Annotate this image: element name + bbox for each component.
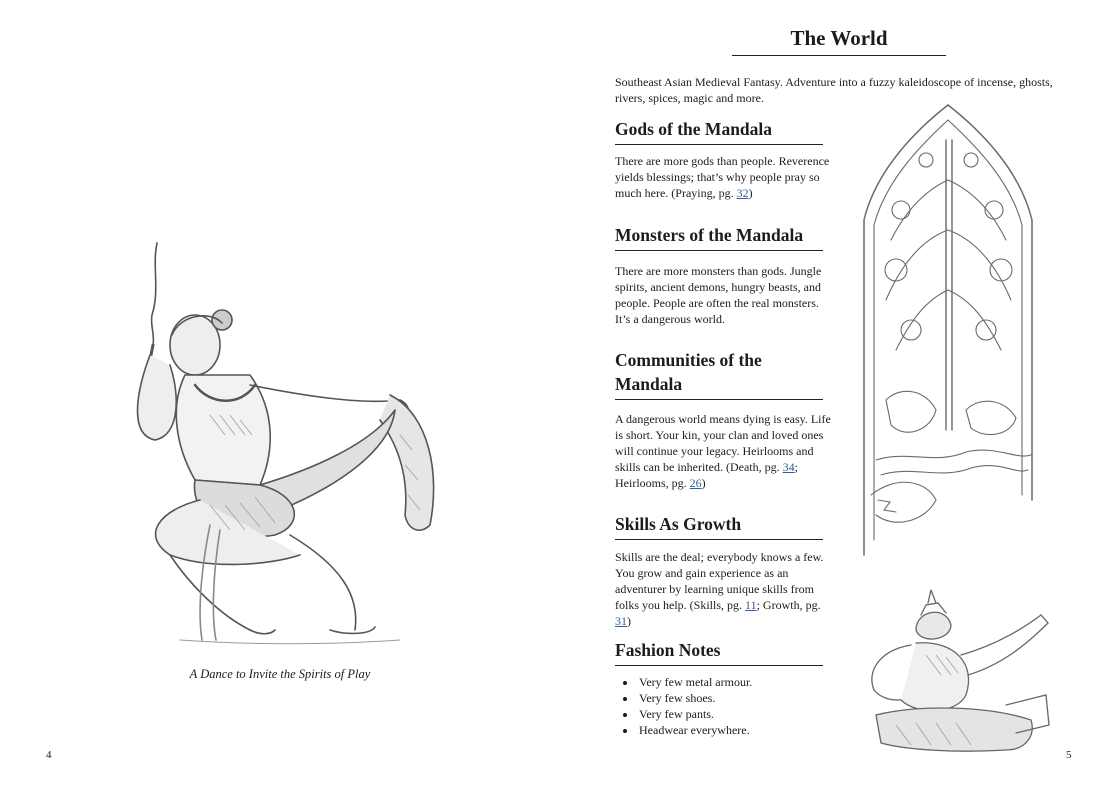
heading-monsters: Monsters of the Mandala <box>615 223 823 251</box>
body-skills-mid: ; Growth, pg. <box>756 598 821 612</box>
link-death-page[interactable]: 34 <box>782 460 795 474</box>
link-heirlooms-page[interactable]: 26 <box>689 476 702 490</box>
list-item: • Very few shoes. <box>637 690 857 706</box>
link-growth-page[interactable]: 31 <box>615 614 627 628</box>
body-communities-tail: ) <box>701 476 706 490</box>
seated-figure-illustration <box>856 585 1056 765</box>
right-page <box>560 0 1119 794</box>
heading-skills: Skills As Growth <box>615 512 823 540</box>
page-title: The World <box>732 26 946 56</box>
list-item: • Headwear everywhere. <box>637 722 857 738</box>
list-item: • Very few pants. <box>637 706 857 722</box>
body-gods <box>615 153 835 201</box>
body-gods-tail: ) <box>748 186 753 200</box>
intro-paragraph: Southeast Asian Medieval Fantasy. Adventure into a fuzzy kaleidoscope of incense, ghosts, rivers, spices, magic and more. <box>615 75 1053 105</box>
list-item: • Very few metal armour. <box>637 674 857 690</box>
body-communities-text: A dangerous world means dying is easy. Life is short. Your kin, your clan and loved ones will continue your legacy. Heirlooms and skills can be inherited. (Death, pg. <box>615 412 831 474</box>
tree-panel-illustration <box>856 100 1041 560</box>
heading-fashion: Fashion Notes <box>615 638 823 666</box>
fashion-list <box>615 674 857 738</box>
link-skills-page[interactable]: 11 <box>745 598 757 612</box>
body-skills-tail: ) <box>627 614 631 628</box>
link-praying-page[interactable]: 32 <box>736 186 749 200</box>
body-communities-mid: ; Heirlooms, pg. <box>615 460 798 490</box>
heading-communities: Communities of the Mandala <box>615 348 823 400</box>
page-number-right: 5 <box>1066 749 1072 761</box>
illustration-caption: A Dance to Invite the Spirits of Play <box>189 667 371 681</box>
page-number-left: 4 <box>46 749 52 761</box>
dancer-illustration <box>100 235 470 650</box>
body-communities <box>615 411 835 491</box>
body-skills-text: Skills are the deal; everybody knows a few. You grow and gain experience as an adventurer by learning unique skills from folks you help. (Skills, pg. <box>615 550 824 612</box>
heading-gods: Gods of the Mandala <box>615 117 823 145</box>
body-gods-text: There are more gods than people. Reverence yields blessings; that’s why people pray so much here. (Praying, pg. <box>615 154 830 200</box>
body-monsters: There are more monsters than gods. Jungle spirits, ancient demons, hungry beasts, and people. People are often the real monsters. It’s a dangerous world. <box>615 264 822 326</box>
body-skills <box>615 549 835 629</box>
